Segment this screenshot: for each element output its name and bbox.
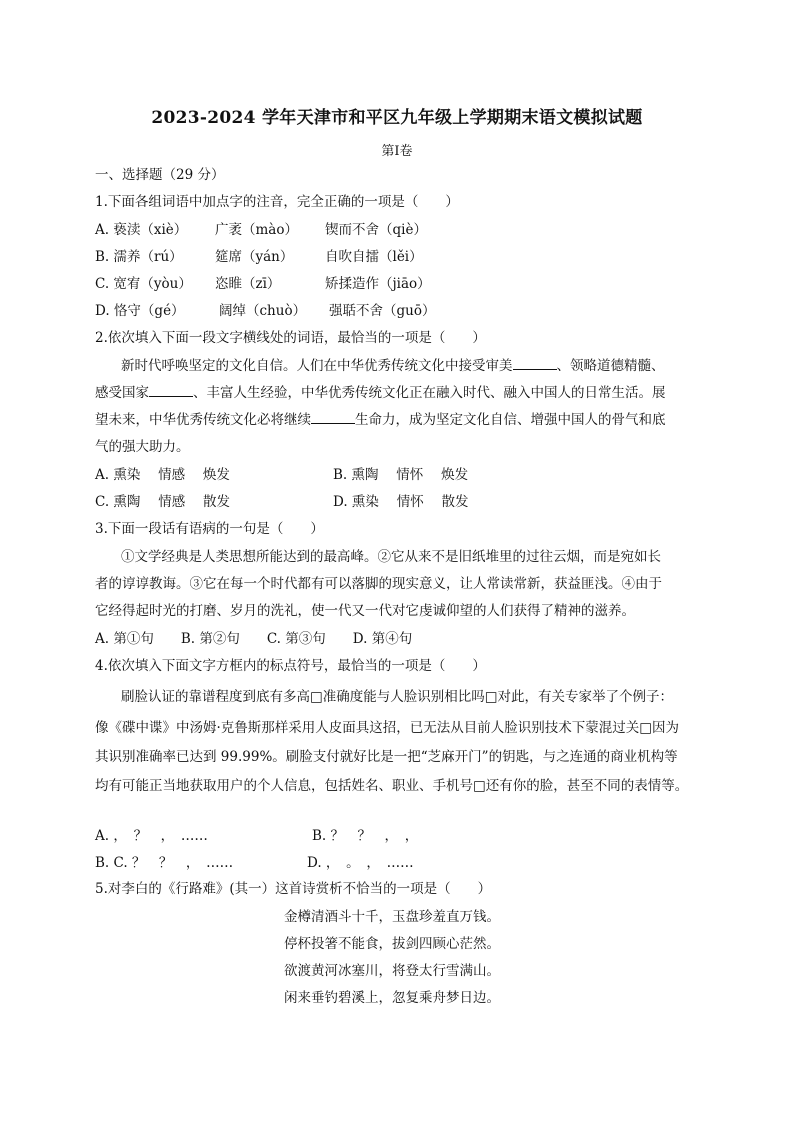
question-4-stem: 4.依次填入下面文字方框内的标点符号，最恰当的一项是（ ） <box>95 658 486 674</box>
question-1-option-c <box>95 275 431 293</box>
question-2-passage-line: 气的强大助力。 <box>95 439 190 455</box>
question-1-option-a <box>95 221 427 239</box>
option-word: B. 濡养（rú） <box>95 249 183 265</box>
question-2-option-a: A. 熏染 情感 焕发 <box>95 467 230 483</box>
poem-line: 闲来垂钓碧溪上，忽复乘舟梦日边。 <box>284 990 500 1006</box>
option-word: C. 宽宥（yòu） <box>95 276 192 292</box>
question-1-option-b <box>95 248 423 266</box>
question-4-option-a: A. ， ？ ， …… <box>95 828 208 844</box>
question-2-passage-line <box>95 384 666 402</box>
document-title: 2023-2024 学年天津市和平区九年级上学期期末语文模拟试题 <box>151 108 643 128</box>
volume-label: 第Ⅰ卷 <box>381 144 413 159</box>
option-word: 锲而不舍（qiè） <box>325 222 427 238</box>
fill-blank <box>311 411 355 424</box>
option-word: D. 恪守（gé） <box>95 303 185 319</box>
poem-line: 金樽清酒斗十千，玉盘珍羞直万钱。 <box>284 909 500 925</box>
question-4-option-b: B. ？ ？ ， ， <box>312 828 419 844</box>
question-2-option-d: D. 熏染 情怀 散发 <box>333 494 469 510</box>
question-4-passage-line: 像《碟中谍》中汤姆·克鲁斯那样采用人皮面具这招，已无法从目前人脸识别技术下蒙混过关□因为 <box>95 720 680 736</box>
question-3-stem: 3.下面一段话有语病的一句是（ ） <box>95 521 324 537</box>
poem-line: 停杯投箸不能食，拔剑四顾心茫然。 <box>284 936 500 952</box>
option-word: 强聒不舍（guō） <box>329 303 436 319</box>
passage-text: 、领略道德精髓、 <box>556 358 665 374</box>
passage-text: 望未来，中华优秀传统文化必将继续 <box>95 412 311 428</box>
section-heading: 一、选择题（29 分） <box>95 167 225 183</box>
passage-text: 、丰富人生经验，中华优秀传统文化正在融入时代、融入中国人的日常生活。展 <box>193 385 666 401</box>
question-2-stem: 2.依次填入下面一段文字横线处的词语，最恰当的一项是（ ） <box>95 330 486 346</box>
question-5-stem: 5.对李白的《行路难》(其一）这首诗赏析不恰当的一项是（ ） <box>95 881 492 897</box>
question-4-passage-line: 刷脸认证的靠谱程度到底有多高□准确度能与人脸识别相比吗□对此，有关专家举了个例子： <box>121 689 674 705</box>
question-1-option-d <box>95 302 435 320</box>
fill-blank <box>149 384 193 397</box>
passage-text: 感受国家 <box>95 385 149 401</box>
option-word: 阔绰（chuò） <box>219 303 307 319</box>
question-4-option-d: D. ， 。 ， …… <box>307 855 414 871</box>
option-word: 矫揉造作（jiāo） <box>325 276 431 292</box>
option-word: A. 亵渎（xiè） <box>95 222 188 238</box>
fill-blank <box>513 357 557 370</box>
question-3-passage-line: ①文学经典是人类思想所能达到的最高峰。②它从来不是旧纸堆里的过往云烟，而是宛如长 <box>121 549 661 565</box>
question-3-passage-line: 它经得起时光的打磨、岁月的洗礼，使一代又一代对它虔诚仰望的人们获得了精神的滋养。 <box>95 603 635 619</box>
question-2-option-c: C. 熏陶 情感 散发 <box>95 494 231 510</box>
question-4-passage-line: 均有可能正当地获取用户的个人信息，包括姓名、职业、手机号□还有你的脸，甚至不同的表情等。 <box>95 778 689 794</box>
poem-line: 欲渡黄河冰塞川，将登太行雪满山。 <box>284 963 500 979</box>
question-2-passage-line <box>121 357 665 375</box>
option-word: 恣睢（zī） <box>215 276 281 292</box>
passage-text: 新时代呼唤坚定的文化自信。人们在中华优秀传统文化中接受审美 <box>121 358 513 374</box>
question-2-option-b: B. 熏陶 情怀 焕发 <box>333 467 469 483</box>
option-word: 自吹自擂（lěi） <box>325 249 423 265</box>
question-3-passage-line: 者的谆谆教诲。③它在每一个时代都有可以落脚的现实意义，让人常读常新，获益匪浅。④由于 <box>95 576 662 592</box>
question-4-passage-line: 其识别准确率已达到 99.99%。刷脸支付就好比是一把“芝麻开门”的钥匙，与之连通的商业机构等 <box>95 749 678 765</box>
option-word: 广袤（mào） <box>215 222 298 238</box>
question-2-passage-line <box>95 411 666 429</box>
passage-text: 生命力，成为坚定文化自信、增强中国人的骨气和底 <box>355 412 666 428</box>
question-4-option-c: B. C. ？ ？ ， …… <box>95 855 234 871</box>
question-1-stem: 1.下面各组词语中加点字的注音，完全正确的一项是（ ） <box>95 194 459 210</box>
option-word: 筵席（yán） <box>215 249 294 265</box>
question-3-options: A. 第①句 B. 第②句 C. 第③句 D. 第④句 <box>95 631 413 647</box>
